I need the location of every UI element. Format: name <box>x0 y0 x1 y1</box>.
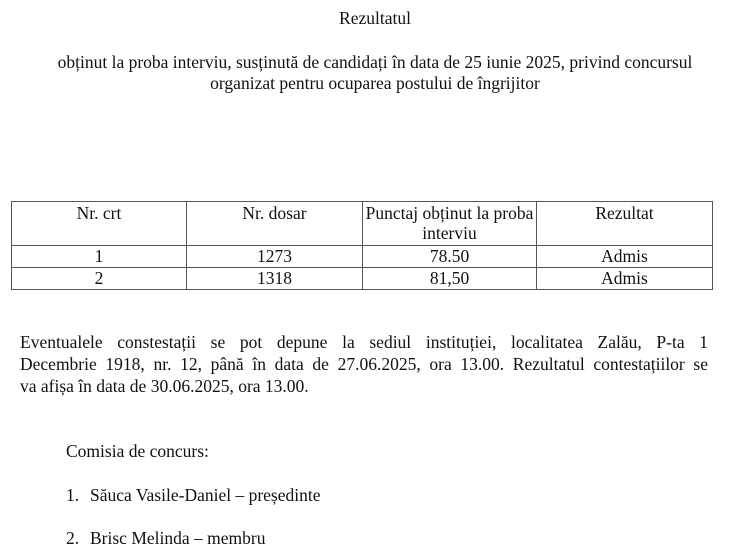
cell-rezultat: Admis <box>537 268 713 290</box>
commission-title: Comisia de concurs: <box>66 441 209 461</box>
table-header-row <box>12 202 713 246</box>
member-number: 2. <box>66 528 80 548</box>
cell-nr-crt: 2 <box>12 268 187 290</box>
cell-punctaj: 78.50 <box>363 246 537 268</box>
table-row <box>12 268 713 290</box>
document-subtitle <box>0 52 750 94</box>
member-name: Săuca Vasile-Daniel – președinte <box>90 485 321 505</box>
document-title: Rezultatul <box>339 8 411 28</box>
table-row <box>12 246 713 268</box>
cell-punctaj: 81,50 <box>363 268 537 290</box>
cell-nr-dosar: 1318 <box>187 268 363 290</box>
header-nr-crt: Nr. crt <box>12 202 187 246</box>
commission-member <box>66 528 265 548</box>
member-number: 1. <box>66 485 80 505</box>
commission-member <box>66 485 321 505</box>
notice-line-1: Eventualele constestații se pot depune la sediul instituției, localitatea Zalău, P-ta 1 <box>20 332 708 352</box>
header-rezultat: Rezultat <box>537 202 713 246</box>
subtitle-line-2: organizat pentru ocuparea postului de îngrijitor <box>210 73 540 93</box>
cell-rezultat: Admis <box>537 246 713 268</box>
cell-nr-dosar: 1273 <box>187 246 363 268</box>
notice-line-3: va afișa în data de 30.06.2025, ora 13.00. <box>20 376 309 396</box>
results-table <box>11 201 713 290</box>
appeals-notice <box>20 331 708 397</box>
member-name: Brisc Melinda – membru <box>90 528 266 548</box>
notice-line-2: Decembrie 1918, nr. 12, până în data de 27.06.2025, ora 13.00. Rezultatul contestațiilor se <box>20 354 708 374</box>
subtitle-line-1: obținut la proba interviu, susținută de candidați în data de 25 iunie 2025, privind concursul <box>57 52 693 72</box>
header-nr-dosar: Nr. dosar <box>187 202 363 246</box>
header-punctaj: Punctaj obținut la proba interviu <box>363 202 537 246</box>
cell-nr-crt: 1 <box>12 246 187 268</box>
